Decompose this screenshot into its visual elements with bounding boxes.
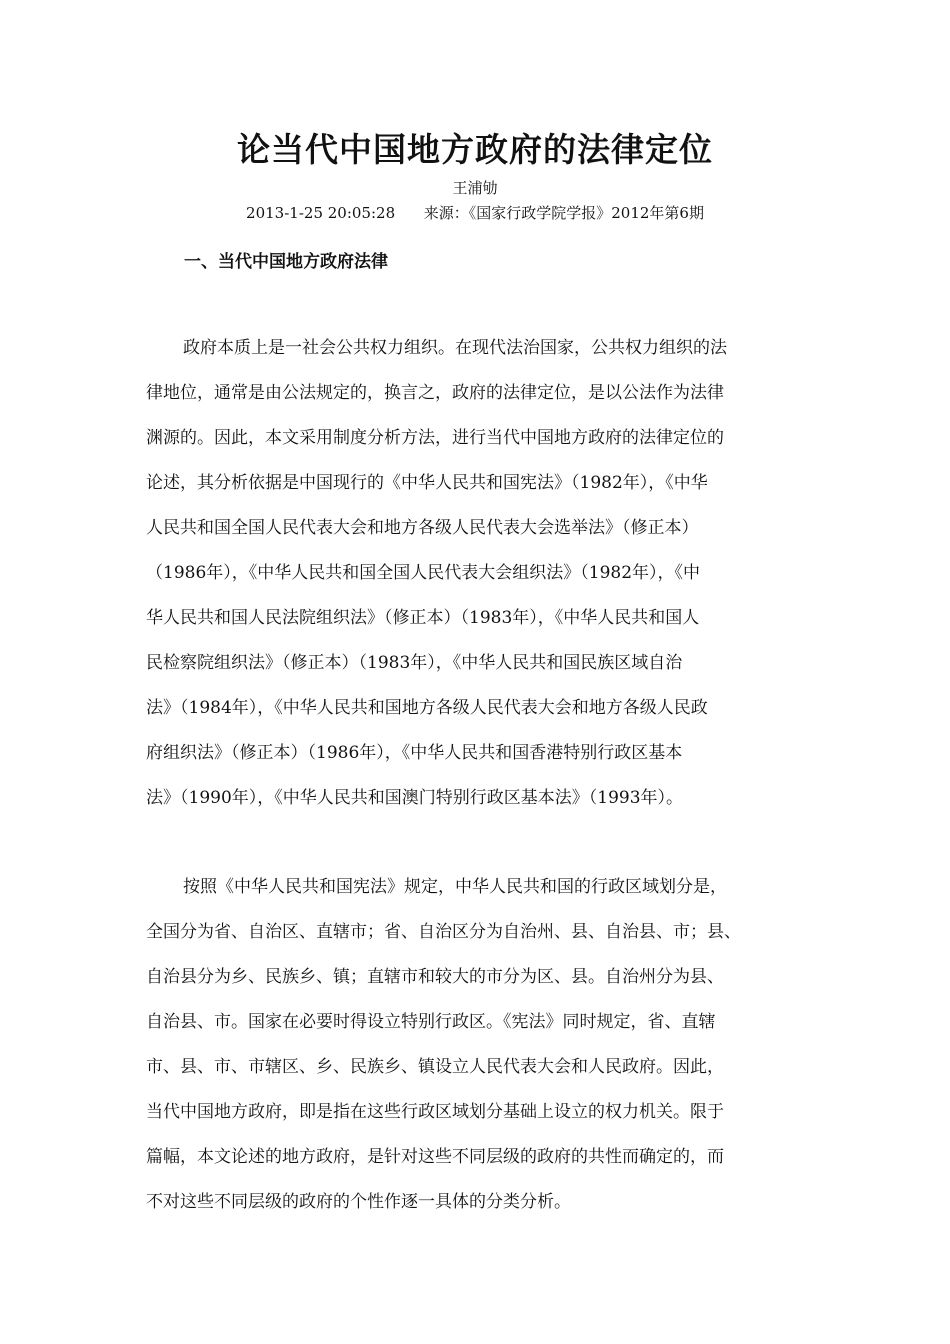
paragraph-line: 自治县分为乡、民族乡、镇；直辖市和较大的市分为区、县。自治州分为县、: [146, 967, 724, 987]
paragraph-1: [146, 326, 810, 821]
article-author: 王浦劬: [452, 179, 498, 197]
paragraph-line: 民检察院组织法》（修正本）（1983年），《中华人民共和国民族区域自治: [146, 653, 683, 673]
paragraph-line: 全国分为省、自治区、直辖市；省、自治区分为自治州、县、自治县、市；县、: [146, 922, 741, 942]
paragraph-2: [146, 865, 810, 1225]
paragraph-line: 渊源的。因此，本文采用制度分析方法，进行当代中国地方政府的法律定位的: [146, 428, 724, 448]
paragraph-line: 律地位，通常是由公法规定的，换言之，政府的法律定位，是以公法作为法律: [146, 383, 724, 403]
paragraph-line: 市、县、市、市辖区、乡、民族乡、镇设立人民代表大会和人民政府。因此，: [146, 1057, 724, 1077]
paragraph-line: 法》（1990年），《中华人民共和国澳门特别行政区基本法》（1993年）。: [146, 788, 684, 808]
paragraph-line: 不对这些不同层级的政府的个性作逐一具体的分类分析。: [146, 1192, 571, 1212]
article-title: 论当代中国地方政府的法律定位: [237, 130, 713, 169]
paragraph-line: 人民共和国全国人民代表大会和地方各级人民代表大会选举法》（修正本）: [146, 518, 699, 538]
paragraph-line: （1986年），《中华人民共和国全国人民代表大会组织法》（1982年），《中: [146, 563, 701, 583]
paragraph-line: 府组织法》（修正本）（1986年），《中华人民共和国香港特别行政区基本: [146, 743, 683, 763]
paragraph-line: 华人民共和国人民法院组织法》（修正本）（1983年），《中华人民共和国人: [146, 608, 700, 628]
paragraph-line: 篇幅，本文论述的地方政府，是针对这些不同层级的政府的共性而确定的，而: [146, 1147, 724, 1167]
article-meta: 2013-1-25 20:05:28 来源：《国家行政学院学报》2012年第6期: [246, 204, 704, 222]
section-heading: 一、当代中国地方政府法律: [184, 252, 388, 272]
paragraph-line: 论述，其分析依据是中国现行的《中华人民共和国宪法》（1982年），《中华: [146, 473, 708, 493]
paragraph-line: 当代中国地方政府，即是指在这些行政区域划分基础上设立的权力机关。限于: [146, 1102, 724, 1122]
paragraph-line: 法》（1984年），《中华人民共和国地方各级人民代表大会和地方各级人民政: [146, 698, 708, 718]
paragraph-line: 政府本质上是一社会公共权力组织。在现代法治国家，公共权力组织的法: [183, 338, 727, 358]
paragraph-line: 按照《中华人民共和国宪法》规定，中华人民共和国的行政区域划分是，: [183, 877, 727, 897]
paragraph-line: 自治县、市。国家在必要时得设立特别行政区。《宪法》同时规定，省、直辖: [146, 1012, 716, 1032]
